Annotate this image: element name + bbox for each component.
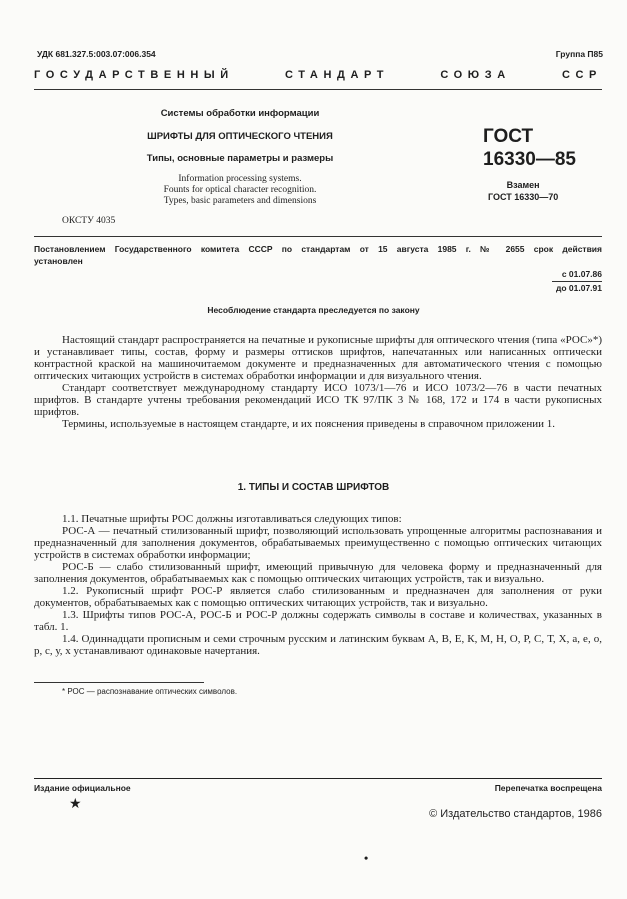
star-icon: ★: [69, 797, 82, 812]
section-paragraph: РОС-А — печатный стилизованный шрифт, позволяющий использовать упрощенные алгоритмы распознавания и предназначенный для заполнения документов, обрабатываемых преимущественно с помощью оптических читающих устройств в системах обработки информации;: [34, 525, 602, 561]
valid-from-date: с 01.07.86: [561, 269, 602, 279]
gost-number: 16330—85: [483, 149, 576, 170]
section-paragraph: РОС-Б — слабо стилизованный шрифт, имеющий привычную для человека форму и предназначенный для заполнения документов, обрабатываемых как с помощью оптических читающих устройств, так и визуально.: [34, 561, 602, 585]
reprint-notice: Перепечатка воспрещена: [494, 783, 602, 793]
oksty-code: ОКСТУ 4035: [62, 216, 116, 226]
group-code: Группа П85: [555, 49, 603, 59]
title-line-1: Системы обработки информации: [160, 108, 320, 119]
decree-line-1: Постановлением Государственного комитета СССР по стандартам от 15 августа 1985 г. № 2655 срок действия: [34, 244, 602, 254]
state-standard-banner: [34, 69, 602, 81]
banner-word: СОЮЗА: [440, 69, 511, 81]
legal-warning: Несоблюдение стандарта преследуется по закону: [207, 305, 420, 315]
section-paragraph: 1.3. Шрифты типов РОС-А, РОС-Б и РОС-Р должны содержать символы в составе и количествах, указанных в табл. 1.: [34, 609, 602, 633]
intro-text: [34, 334, 602, 430]
date-rule: [552, 281, 602, 282]
page-mark: •: [364, 851, 369, 865]
intro-paragraph: Настоящий стандарт распространяется на печатные и рукописные шрифты для оптического чтения (типа «РОС»*) и устанавливает типы, состав, форму и размеры оттисков шрифтов, напечатанных или написанных оптически контрастной краской на машиночитаемом документе и предназначенных для автоматического чтения с помощью оптических читающих устройств в системах обработки информации и для визуального чтения.: [34, 334, 602, 382]
title-line-3: Типы, основные параметры и размеры: [146, 153, 334, 164]
publisher-copyright: © Издательство стандартов, 1986: [429, 808, 602, 820]
intro-paragraph: Термины, используемые в настоящем стандарте, и их пояснения приведены в справочном приложении 1.: [62, 418, 556, 430]
english-title-line: Information processing systems.: [178, 174, 302, 184]
footer-rule: [34, 778, 602, 779]
decree-line-2: установлен: [34, 256, 83, 266]
banner-word: СТАНДАРТ: [285, 69, 390, 81]
replaces-value: ГОСТ 16330—70: [488, 192, 559, 202]
udk-code: УДК 681.327.5:003.07:006.354: [37, 49, 156, 59]
english-title-line: Founts for optical character recognition.: [163, 185, 317, 195]
section-paragraph: 1.1. Печатные шрифты РОС должны изготавливаться следующих типов:: [62, 513, 402, 525]
banner-word: ССР: [561, 69, 602, 81]
section-paragraph: 1.2. Рукописный шрифт РОС-Р является слабо стилизованным и предназначен для заполнения от руки документов, обрабатываемых как с помощью оптических читающих устройств, так и визуально.: [34, 585, 602, 609]
official-edition-label: Издание официальное: [34, 783, 131, 793]
gost-label: ГОСТ: [483, 126, 534, 147]
replaces-label: Взамен: [506, 180, 540, 190]
gost-number-block: [483, 125, 576, 171]
section-1-text: [34, 513, 602, 657]
intro-paragraph: Стандарт соответствует международному стандарту ИСО 1073/1—76 и ИСО 1073/2—76 в части печатных шрифтов. В стандарте учтены требования рекомендаций ИСО ТК 97/ПК 3 № 168, 172 и 174 в части рукописных шрифтов.: [34, 382, 602, 418]
title-line-2: ШРИФТЫ ДЛЯ ОПТИЧЕСКОГО ЧТЕНИЯ: [147, 131, 333, 142]
section-paragraph: 1.4. Одиннадцати прописным и семи строчным русским и латинским буквам А, В, Е, К, М, Н, О, Р, С, Т, Х, а, е, о, р, с, у, х устанавливают одинаковые начертания.: [34, 633, 602, 657]
section-rule: [34, 236, 602, 237]
section-heading: 1. ТИПЫ И СОСТАВ ШРИФТОВ: [237, 482, 390, 493]
header-rule: [34, 89, 602, 90]
replaces-block: [488, 179, 558, 203]
valid-to-date: до 01.07.91: [555, 283, 602, 293]
english-title-line: Types, basic parameters and dimensions: [163, 196, 317, 206]
footnote-rule: [34, 682, 204, 683]
english-title: [120, 174, 360, 207]
footnote: * РОС — распознавание оптических символов.: [62, 687, 238, 696]
banner-word: ГОСУДАРСТВЕННЫЙ: [34, 69, 234, 81]
